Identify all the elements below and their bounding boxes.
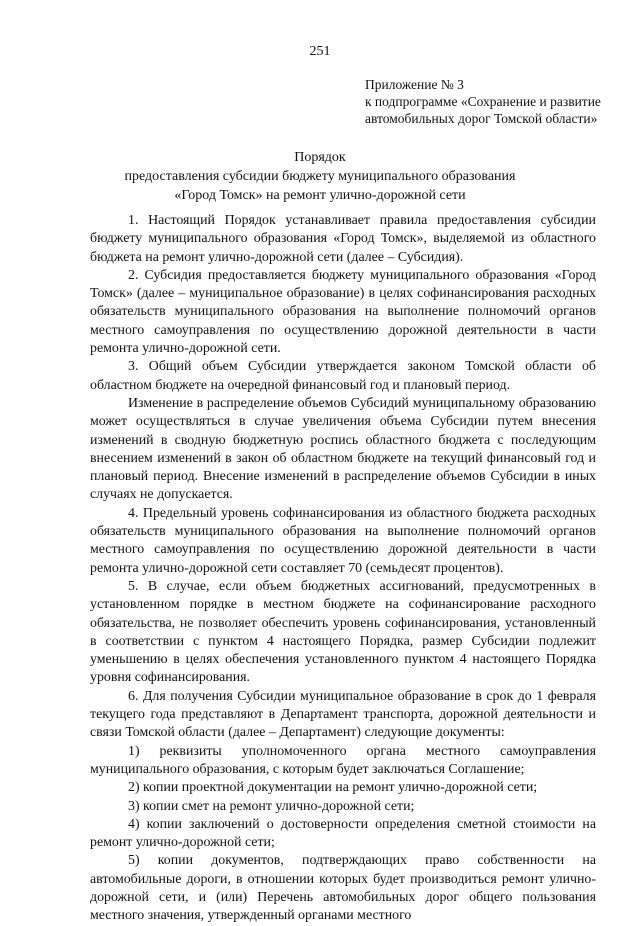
document-title bbox=[0, 148, 640, 205]
list-item-5: 5) копии документов, подтверждающих право собственности на автомобильные дороги, в отношении которых будет производиться ремонт улично-дорожной сети, и (или) Перечень автомобильных дорог общего пользования местного значения, утвержденный органами местного bbox=[90, 853, 596, 924]
list-item-2: 2) копии проектной документации на ремонт улично-дорожной сети; bbox=[128, 780, 538, 796]
paragraph-2: 2. Субсидия предоставляется бюджету муниципального образования «Город Томск» (далее – муниципальное образование) в целях софинансирования расходных обязательств муниципального образования на выполнение полномочий органов местного самоуправления по осуществлению дорожной деятельности в части ремонта улично-дорожной сети. bbox=[90, 267, 596, 357]
title-line: Порядок bbox=[294, 150, 346, 165]
list-item-3: 3) копии смет на ремонт улично-дорожной сети; bbox=[128, 798, 415, 814]
appendix-line: автомобильных дорог Томской области» bbox=[365, 111, 598, 126]
page-number: 251 bbox=[309, 44, 331, 59]
list-item-4: 4) копии заключений о достоверности определения сметной стоимости на ремонт улично-дорожной сети; bbox=[90, 816, 596, 851]
paragraph-6: 6. Для получения Субсидии муниципальное образование в срок до 1 февраля текущего года представляют в Департамент транспорта, дорожной деятельности и связи Томской области (далее – Департамент) следующие документы: bbox=[90, 688, 596, 741]
appendix-header bbox=[365, 76, 627, 127]
appendix-line: к подпрограмме «Сохранение и развитие bbox=[365, 94, 601, 109]
paragraph-5: 5. В случае, если объем бюджетных ассигнований, предусмотренных в установленном порядке в местном бюджете на софинансирование расходного обязательства, не позволяет обеспечить уровень софинансирования, установленный в соответствии с пунктом 4 настоящего Порядка, размер Субсидии подлежит уменьшению в целях обеспечения установленного пунктом 4 настоящего Порядка уровня софинансирования. bbox=[90, 578, 596, 686]
title-line: «Город Томск» на ремонт улично-дорожной сети bbox=[174, 188, 466, 203]
list-item-1: 1) реквизиты уполномоченного органа местного самоуправления муниципального образования, с которым будет заключаться Соглашение; bbox=[90, 743, 596, 777]
title-line: предоставления субсидии бюджету муниципального образования bbox=[124, 169, 516, 184]
document-body bbox=[90, 212, 596, 926]
paragraph-4: 4. Предельный уровень софинансирования из областного бюджета расходных обязательств муниципального образования на выполнение полномочий органов местного самоуправления по осуществлению дорожной деятельности в части ремонта улично-дорожной сети составляет 70 (семьдесят процентов). bbox=[90, 505, 596, 576]
paragraph-3-amendment: Изменение в распределение объемов Субсидий муниципальному образованию может осуществляться в случае увеличения объема Субсидии путем внесения изменений в сводную бюджетную роспись областного бюджета с последующим внесением изменений в закон об областном бюджете на текущий финансовый год и плановый период. Внесение изменений в распределение объемов Субсидии в иных случаях не допускается. bbox=[90, 395, 596, 503]
appendix-line: Приложение № 3 bbox=[365, 77, 464, 92]
paragraph-3: 3. Общий объем Субсидии утверждается законом Томской области об областном бюджете на очередной финансовый год и плановый период. bbox=[90, 359, 596, 393]
paragraph-1: 1. Настоящий Порядок устанавливает правила предоставления субсидии бюджету муниципального образования «Город Томск», выделяемой из областного бюджета на ремонт улично-дорожной сети (далее – Субсидия). bbox=[90, 213, 596, 265]
